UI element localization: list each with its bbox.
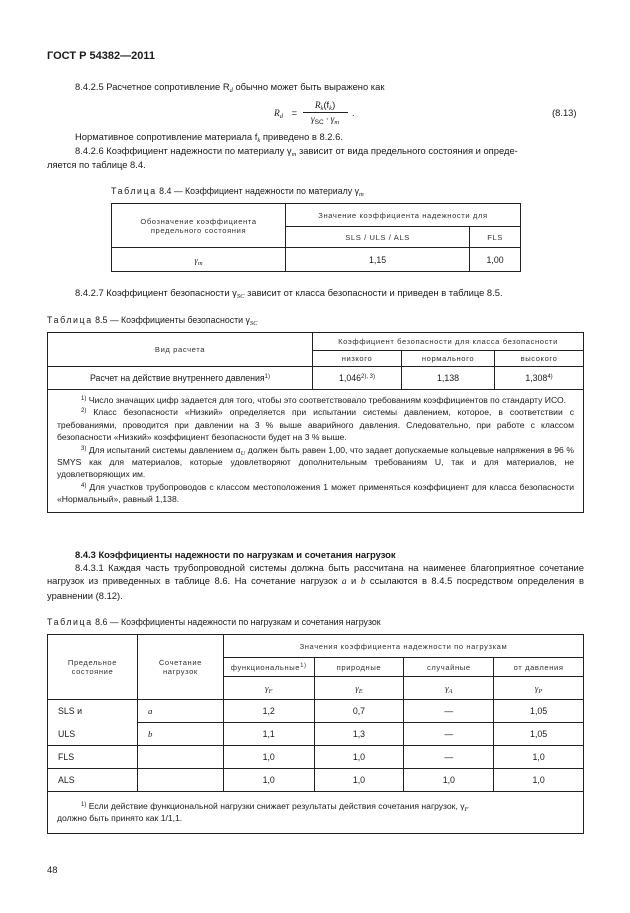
table-8-6-cell: 1,0 [404, 769, 494, 792]
table-row [48, 700, 584, 723]
table-row [48, 746, 584, 769]
table-8-6-head-pressure: от давления [494, 658, 584, 677]
table-8-6-comb: b [137, 723, 223, 746]
table-8-5-head-low: низкого [313, 351, 402, 367]
table-8-6-sym-a: $\gamma_A$ [404, 677, 494, 700]
table-8-4-value-2: 1,00 [470, 248, 521, 272]
table-8-5-row-label: Расчет на действие внутреннего давления$^{1)}$ [48, 367, 313, 390]
table-8-6-head-accidental: случайные [404, 658, 494, 677]
table-8-6-head-state: Предельное состояние [48, 635, 138, 700]
table-8-5-value-low: $1,046^{2), 3)}$ [313, 367, 402, 390]
table-row [48, 769, 584, 792]
table-8-5-head-high: высокого [495, 351, 584, 367]
table-8-6-head-functional: функциональные$^{1)}$ [223, 658, 314, 677]
table-8-5-note-4: $^{4)}$ Для участков трубопроводов с классом местоположения 1 может применяться коэффициент для класса безопасности «Нормальный», равный 1,138. [57, 481, 574, 505]
table-8-6-sym-e: $\gamma_E$ [314, 677, 404, 700]
table-8-6-state: FLS [48, 746, 138, 769]
table-8-6-note: $^{1)}$ Если действие функциональной нагрузки снижает результаты действия сочетания нагрузок, $\gamma_F$ должно быть принято как 1/1,1. [48, 792, 584, 834]
table-8-4-head-group: Значение коэффициента надежности для [286, 204, 521, 227]
table-8-6-cell: — [404, 746, 494, 769]
table-8-6-cell: 1,0 [314, 746, 404, 769]
paragraph-8431: 8.4.3.1 Каждая часть трубопроводной системы должна быть рассчитана на наименее благоприятное сочетание нагрузок из приведенных в таблице 8.6. На сочетание нагрузок a и b ссылаются в 8.4.5 посредством определения в уравнении (8.12). [47, 562, 584, 601]
table-8-6-cell: 1,3 [314, 723, 404, 746]
table-8-6-cell: 1,05 [494, 700, 584, 723]
table-8-6-cell: 1,2 [223, 700, 314, 723]
table-8-5-note-1: $^{1)}$ Число значащих цифр задается для того, чтобы это соответствовало требованиям коэффициентов по стандарту ИСО. [81, 395, 567, 405]
table-8-6-head-group: Значения коэффициента надежности по нагрузкам [223, 635, 583, 658]
table-8-6-cell: — [404, 700, 494, 723]
table-8-5-head-normal: нормального [402, 351, 495, 367]
table-8-6 [47, 634, 584, 834]
table-8-6-cell: 1,0 [314, 769, 404, 792]
paragraph-8427: 8.4.2.7 Коэффициент безопасности $\gamma_{SC}$ зависит от класса безопасности и приведен в таблице 8.5. [75, 287, 503, 300]
table-8-4-head-fls: FLS [470, 227, 521, 248]
paragraph-8426-cont: ляется по таблице 8.4. [47, 159, 146, 170]
paragraph-normative-resistance: Нормативное сопротивление материала $f_k$ приведено в 8.2.6. [75, 131, 343, 144]
table-8-6-comb [137, 746, 223, 769]
table-8-5-head-col1: Вид расчета [48, 333, 313, 367]
table-8-6-sym-p: $\gamma_P$ [494, 677, 584, 700]
table-8-6-state: ALS [48, 769, 138, 792]
table-8-5-head-group: Коэффициент безопасности для класса безопасности [313, 333, 584, 351]
table-8-5 [47, 332, 584, 513]
page-number: 48 [47, 864, 58, 875]
table-8-4-head-col1: Обозначение коэффициента предельного состояния [112, 204, 286, 248]
table-8-5-caption: Таблица 8.5 — Коэффициенты безопасности $\gamma_{SC}$ [47, 315, 258, 327]
table-8-6-head-environmental: природные [314, 658, 404, 677]
table-8-6-sym-f: $\gamma_F$ [223, 677, 314, 700]
table-8-5-notes [48, 390, 584, 513]
table-8-6-cell: — [404, 723, 494, 746]
table-8-6-state: ULS [48, 723, 138, 746]
table-8-5-value-high: 1,308$^{4)}$ [495, 367, 584, 390]
table-8-5-value-normal: 1,138 [402, 367, 495, 390]
document-header: ГОСТ Р 54382—2011 [47, 50, 155, 62]
table-8-6-caption: Таблица 8.6 — Коэффициенты надежности по нагрузкам и сочетания нагрузок [47, 617, 381, 627]
table-8-6-cell: 0,7 [314, 700, 404, 723]
table-8-6-head-comb: Сочетание нагрузок [137, 635, 223, 700]
section-8-4-3-title: 8.4.3 Коэффициенты надежности по нагрузкам и сочетания нагрузок [75, 549, 396, 560]
paragraph-8426: 8.4.2.6 Коэффициент надежности по материалу $\gamma_m$ зависит от вида предельного состояния и опреде- [75, 145, 518, 158]
table-8-4-symbol: $\gamma_m$ [112, 248, 286, 272]
table-8-5-note-2: $^{2)}$ Класс безопасности «Низкий» определяется при испытании системы давлением, которое, в соответствии с требованиями, проводится при давлении на 3 % выше аварийного давления. Следовательно, при работе с классом безопасности «Низкий» коэффициент безопасности будет на 3 % выше. [57, 407, 574, 443]
table-8-6-comb [137, 769, 223, 792]
table-8-5-note-3: $^{3)}$ Для испытаний системы давлением $\alpha_U$ должен быть равен 1,00, что задает допускаемые кольцевые напряжения в 96 % SMYS как для материалов, которые удовлетворяют дополнительным требованиям U, так и для материалов, не удовлетворяющих им. [57, 444, 575, 480]
table-8-6-cell: 1,05 [494, 723, 584, 746]
table-8-4-head-sls: SLS / ULS / ALS [286, 227, 470, 248]
table-8-6-cell: 1,0 [223, 769, 314, 792]
table-8-4-caption: Таблица 8.4 — Коэффициент надежности по материалу $\gamma_m$ [111, 186, 364, 198]
table-8-4 [111, 203, 521, 272]
table-8-6-cell: 1,0 [223, 746, 314, 769]
table-8-4-value-1: 1,15 [286, 248, 470, 272]
table-8-6-cell: 1,1 [223, 723, 314, 746]
table-8-6-state: SLS и [48, 700, 138, 723]
table-8-6-cell: 1,0 [494, 746, 584, 769]
paragraph-8425: 8.4.2.5 Расчетное сопротивление $R_d$ обычно может быть выражено как [75, 81, 385, 94]
table-8-6-cell: 1,0 [494, 769, 584, 792]
table-8-6-comb: a [137, 700, 223, 723]
formula-number: (8.13) [552, 107, 577, 118]
table-row [48, 723, 584, 746]
